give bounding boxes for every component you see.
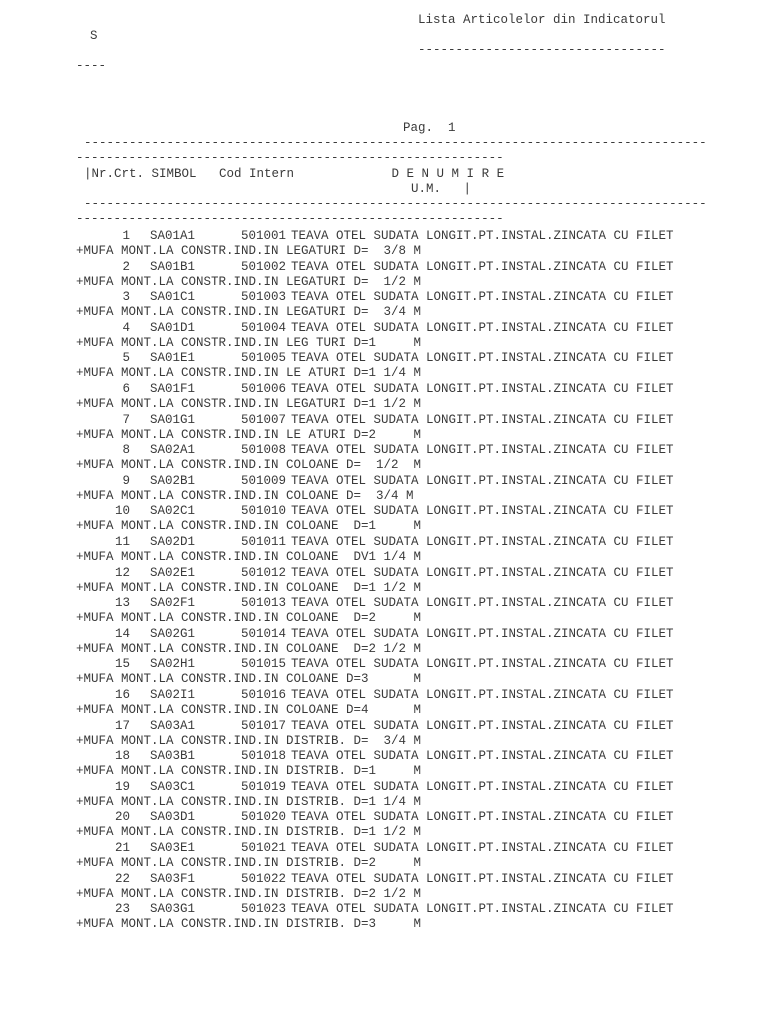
item-denumire-cont: +MUFA MONT.LA CONSTR.IND.IN COLOANE D=1 1/2 M <box>76 581 422 595</box>
item-cod-intern: 501004 <box>241 321 287 335</box>
column-header-um: U.M. | <box>411 182 472 196</box>
item-cod-intern: 501005 <box>241 351 287 365</box>
item-cod-intern: 501014 <box>241 627 287 641</box>
item-denumire-cont: +MUFA MONT.LA CONSTR.IND.IN COLOANE DV1 1/4 M <box>76 550 422 564</box>
item-number: 14 <box>114 627 130 641</box>
report-title-suffix: S <box>90 29 98 43</box>
item-denumire-cont: +MUFA MONT.LA CONSTR.IND.IN LEGATURI D= 1/2 M <box>76 275 422 289</box>
item-denumire-cont: +MUFA MONT.LA CONSTR.IND.IN COLOANE D=2 M <box>76 611 422 625</box>
item-number: 22 <box>114 872 130 886</box>
item-cod-intern: 501016 <box>241 688 287 702</box>
item-number: 20 <box>114 810 130 824</box>
item-denumire: TEAVA OTEL SUDATA LONGIT.PT.INSTAL.ZINCATA CU FILET <box>291 566 674 580</box>
item-denumire: TEAVA OTEL SUDATA LONGIT.PT.INSTAL.ZINCATA CU FILET <box>291 810 674 824</box>
item-cod-intern: 501019 <box>241 780 287 794</box>
item-simbol: SA03D1 <box>150 810 196 824</box>
item-simbol: SA02H1 <box>150 657 196 671</box>
item-number: 13 <box>114 596 130 610</box>
item-denumire: TEAVA OTEL SUDATA LONGIT.PT.INSTAL.ZINCATA CU FILET <box>291 290 674 304</box>
item-denumire-cont: +MUFA MONT.LA CONSTR.IND.IN COLOANE D=3 M <box>76 672 422 686</box>
item-denumire: TEAVA OTEL SUDATA LONGIT.PT.INSTAL.ZINCATA CU FILET <box>291 596 674 610</box>
item-number: 9 <box>122 474 130 488</box>
item-denumire-cont: +MUFA MONT.LA CONSTR.IND.IN LEGATURI D= 3/8 M <box>76 244 422 258</box>
item-denumire: TEAVA OTEL SUDATA LONGIT.PT.INSTAL.ZINCATA CU FILET <box>291 902 674 916</box>
item-denumire: TEAVA OTEL SUDATA LONGIT.PT.INSTAL.ZINCATA CU FILET <box>291 504 674 518</box>
column-headers: |Nr.Crt. SIMBOL Cod Intern D E N U M I R E <box>84 167 505 181</box>
item-denumire: TEAVA OTEL SUDATA LONGIT.PT.INSTAL.ZINCATA CU FILET <box>291 841 674 855</box>
title-underline-tail: ---- <box>76 59 107 73</box>
item-denumire-cont: +MUFA MONT.LA CONSTR.IND.IN LEGATURI D= 3/4 M <box>76 305 422 319</box>
item-denumire: TEAVA OTEL SUDATA LONGIT.PT.INSTAL.ZINCATA CU FILET <box>291 321 674 335</box>
item-cod-intern: 501009 <box>241 474 287 488</box>
item-number: 18 <box>114 749 130 763</box>
item-denumire-cont: +MUFA MONT.LA CONSTR.IND.IN LE ATURI D=2 M <box>76 428 422 442</box>
item-number: 23 <box>114 902 130 916</box>
item-denumire-cont: +MUFA MONT.LA CONSTR.IND.IN DISTRIB. D= 3/4 M <box>76 734 422 748</box>
item-denumire-cont: +MUFA MONT.LA CONSTR.IND.IN LEG TURI D=1 M <box>76 336 422 350</box>
item-denumire: TEAVA OTEL SUDATA LONGIT.PT.INSTAL.ZINCATA CU FILET <box>291 260 674 274</box>
item-simbol: SA03F1 <box>150 872 196 886</box>
item-simbol: SA03E1 <box>150 841 196 855</box>
item-denumire-cont: +MUFA MONT.LA CONSTR.IND.IN COLOANE D=4 M <box>76 703 422 717</box>
item-denumire-cont: +MUFA MONT.LA CONSTR.IND.IN COLOANE D=1 M <box>76 519 422 533</box>
item-number: 19 <box>114 780 130 794</box>
item-cod-intern: 501011 <box>241 535 287 549</box>
item-denumire-cont: +MUFA MONT.LA CONSTR.IND.IN LE ATURI D=1 1/4 M <box>76 366 422 380</box>
item-cod-intern: 501017 <box>241 719 287 733</box>
header-rule-bottom: ----------------------------------------------------------------------------------- <box>84 197 707 211</box>
item-cod-intern: 501010 <box>241 504 287 518</box>
item-denumire: TEAVA OTEL SUDATA LONGIT.PT.INSTAL.ZINCATA CU FILET <box>291 535 674 549</box>
item-denumire: TEAVA OTEL SUDATA LONGIT.PT.INSTAL.ZINCATA CU FILET <box>291 229 674 243</box>
item-cod-intern: 501013 <box>241 596 287 610</box>
item-simbol: SA02G1 <box>150 627 196 641</box>
item-number: 12 <box>114 566 130 580</box>
item-denumire-cont: +MUFA MONT.LA CONSTR.IND.IN COLOANE D=2 1/2 M <box>76 642 422 656</box>
header-rule-top-wrap: --------------------------------------------------------- <box>76 151 504 165</box>
item-cod-intern: 501006 <box>241 382 287 396</box>
item-simbol: SA02A1 <box>150 443 196 457</box>
item-denumire: TEAVA OTEL SUDATA LONGIT.PT.INSTAL.ZINCATA CU FILET <box>291 719 674 733</box>
item-number: 8 <box>122 443 130 457</box>
item-number: 5 <box>122 351 130 365</box>
item-denumire: TEAVA OTEL SUDATA LONGIT.PT.INSTAL.ZINCATA CU FILET <box>291 474 674 488</box>
item-number: 7 <box>122 413 130 427</box>
item-simbol: SA02I1 <box>150 688 196 702</box>
item-simbol: SA03B1 <box>150 749 196 763</box>
item-denumire-cont: +MUFA MONT.LA CONSTR.IND.IN LEGATURI D=1 1/2 M <box>76 397 422 411</box>
item-simbol: SA01D1 <box>150 321 196 335</box>
item-denumire: TEAVA OTEL SUDATA LONGIT.PT.INSTAL.ZINCATA CU FILET <box>291 413 674 427</box>
item-simbol: SA01E1 <box>150 351 196 365</box>
item-denumire: TEAVA OTEL SUDATA LONGIT.PT.INSTAL.ZINCATA CU FILET <box>291 872 674 886</box>
item-number: 16 <box>114 688 130 702</box>
header-rule-bottom-wrap: --------------------------------------------------------- <box>76 212 504 226</box>
item-cod-intern: 501008 <box>241 443 287 457</box>
item-cod-intern: 501023 <box>241 902 287 916</box>
item-simbol: SA01C1 <box>150 290 196 304</box>
item-number: 1 <box>122 229 130 243</box>
report-title: Lista Articolelor din Indicatorul <box>418 13 666 27</box>
item-denumire-cont: +MUFA MONT.LA CONSTR.IND.IN DISTRIB. D=1 M <box>76 764 422 778</box>
item-denumire-cont: +MUFA MONT.LA CONSTR.IND.IN COLOANE D= 3/4 M <box>76 489 414 503</box>
item-simbol: SA02B1 <box>150 474 196 488</box>
item-cod-intern: 501022 <box>241 872 287 886</box>
item-cod-intern: 501018 <box>241 749 287 763</box>
item-number: 15 <box>114 657 130 671</box>
item-number: 17 <box>114 719 130 733</box>
item-number: 21 <box>114 841 130 855</box>
item-simbol: SA03C1 <box>150 780 196 794</box>
item-denumire-cont: +MUFA MONT.LA CONSTR.IND.IN COLOANE D= 1/2 M <box>76 458 422 472</box>
item-number: 6 <box>122 382 130 396</box>
item-simbol: SA01G1 <box>150 413 196 427</box>
item-simbol: SA02F1 <box>150 596 196 610</box>
item-denumire: TEAVA OTEL SUDATA LONGIT.PT.INSTAL.ZINCATA CU FILET <box>291 688 674 702</box>
item-simbol: SA02C1 <box>150 504 196 518</box>
item-denumire-cont: +MUFA MONT.LA CONSTR.IND.IN DISTRIB. D=3 M <box>76 917 422 931</box>
item-number: 3 <box>122 290 130 304</box>
item-cod-intern: 501020 <box>241 810 287 824</box>
item-denumire-cont: +MUFA MONT.LA CONSTR.IND.IN DISTRIB. D=2 1/2 M <box>76 887 422 901</box>
item-denumire: TEAVA OTEL SUDATA LONGIT.PT.INSTAL.ZINCATA CU FILET <box>291 351 674 365</box>
item-cod-intern: 501007 <box>241 413 287 427</box>
item-denumire-cont: +MUFA MONT.LA CONSTR.IND.IN DISTRIB. D=2 M <box>76 856 422 870</box>
item-simbol: SA03G1 <box>150 902 196 916</box>
item-cod-intern: 501021 <box>241 841 287 855</box>
item-cod-intern: 501012 <box>241 566 287 580</box>
item-number: 4 <box>122 321 130 335</box>
item-simbol: SA02E1 <box>150 566 196 580</box>
item-simbol: SA01B1 <box>150 260 196 274</box>
item-denumire: TEAVA OTEL SUDATA LONGIT.PT.INSTAL.ZINCATA CU FILET <box>291 443 674 457</box>
item-denumire: TEAVA OTEL SUDATA LONGIT.PT.INSTAL.ZINCATA CU FILET <box>291 780 674 794</box>
item-number: 11 <box>114 535 130 549</box>
item-denumire: TEAVA OTEL SUDATA LONGIT.PT.INSTAL.ZINCATA CU FILET <box>291 749 674 763</box>
item-cod-intern: 501002 <box>241 260 287 274</box>
header-rule-top: ----------------------------------------------------------------------------------- <box>84 136 707 150</box>
item-denumire: TEAVA OTEL SUDATA LONGIT.PT.INSTAL.ZINCATA CU FILET <box>291 382 674 396</box>
item-cod-intern: 501015 <box>241 657 287 671</box>
item-simbol: SA03A1 <box>150 719 196 733</box>
item-cod-intern: 501001 <box>241 229 287 243</box>
item-denumire-cont: +MUFA MONT.LA CONSTR.IND.IN DISTRIB. D=1 1/4 M <box>76 795 422 809</box>
item-number: 2 <box>122 260 130 274</box>
item-simbol: SA02D1 <box>150 535 196 549</box>
page-number: Pag. 1 <box>403 121 456 135</box>
item-simbol: SA01A1 <box>150 229 196 243</box>
item-denumire-cont: +MUFA MONT.LA CONSTR.IND.IN DISTRIB. D=1 1/2 M <box>76 825 422 839</box>
title-underline: --------------------------------- <box>418 43 666 57</box>
item-denumire: TEAVA OTEL SUDATA LONGIT.PT.INSTAL.ZINCATA CU FILET <box>291 627 674 641</box>
item-cod-intern: 501003 <box>241 290 287 304</box>
item-simbol: SA01F1 <box>150 382 196 396</box>
item-number: 10 <box>114 504 130 518</box>
item-denumire: TEAVA OTEL SUDATA LONGIT.PT.INSTAL.ZINCATA CU FILET <box>291 657 674 671</box>
